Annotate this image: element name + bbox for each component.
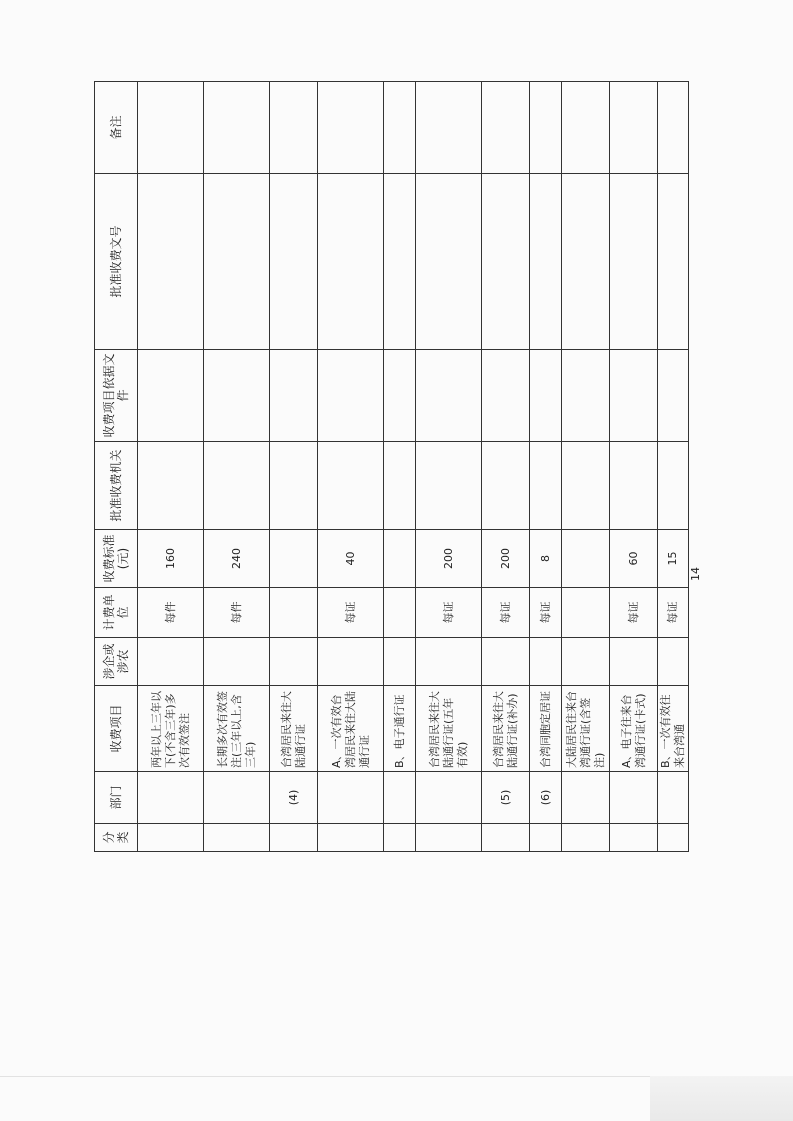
doc-number-cell: [610, 174, 658, 350]
category-cell: [138, 824, 204, 852]
enterprise-or-farm-cell: [658, 638, 689, 686]
unit-cell: [562, 588, 610, 638]
department-cell: [562, 772, 610, 824]
standard-cell: [270, 530, 318, 588]
enterprise-or-farm-cell: [416, 638, 482, 686]
remarks-cell: [658, 82, 689, 174]
item-cell: B、一次有效往来台湾通: [658, 686, 689, 772]
basis-cell: [530, 350, 562, 442]
standard-cell: 200: [482, 530, 530, 588]
category-cell: [482, 824, 530, 852]
enterprise-or-farm-cell: [530, 638, 562, 686]
basis-cell: [204, 350, 270, 442]
remarks-cell: [204, 82, 270, 174]
header-item: 收费项目: [95, 686, 138, 772]
enterprise-or-farm-cell: [270, 638, 318, 686]
remarks-cell: [270, 82, 318, 174]
unit-cell: 每证: [530, 588, 562, 638]
enterprise-or-farm-cell: [138, 638, 204, 686]
authority-cell: [270, 442, 318, 530]
authority-cell: [318, 442, 384, 530]
fee-table: [94, 81, 689, 852]
unit-cell: [270, 588, 318, 638]
header-enterprise-or-farm: 涉企或涉农: [95, 638, 138, 686]
authority-cell: [416, 442, 482, 530]
basis-cell: [610, 350, 658, 442]
basis-cell: [416, 350, 482, 442]
header-remarks: 备注: [95, 82, 138, 174]
remarks-cell: [610, 82, 658, 174]
header-standard: 收费标准(元): [95, 530, 138, 588]
category-cell: [658, 824, 689, 852]
basis-cell: [270, 350, 318, 442]
remarks-cell: [416, 82, 482, 174]
category-cell: [416, 824, 482, 852]
header-doc-number: 批准收费文号: [95, 174, 138, 350]
standard-cell: 240: [204, 530, 270, 588]
basis-cell: [482, 350, 530, 442]
item-cell: 长期多次有效签注(三年以上,含三年): [204, 686, 270, 772]
department-cell: (5): [482, 772, 530, 824]
doc-number-cell: [318, 174, 384, 350]
standard-cell: [384, 530, 416, 588]
authority-cell: [610, 442, 658, 530]
doc-number-cell: [530, 174, 562, 350]
standard-cell: 8: [530, 530, 562, 588]
doc-number-cell: [658, 174, 689, 350]
authority-cell: [562, 442, 610, 530]
item-cell: B、电子通行证: [384, 686, 416, 772]
remarks-cell: [138, 82, 204, 174]
enterprise-or-farm-cell: [562, 638, 610, 686]
header-unit: 计费单位: [95, 588, 138, 638]
department-cell: [610, 772, 658, 824]
item-cell: 两年以上三年以下(不含三年)多次有效签注: [138, 686, 204, 772]
item-cell: A、电子往来台湾通行证(卡式): [610, 686, 658, 772]
category-cell: [270, 824, 318, 852]
doc-number-cell: [482, 174, 530, 350]
item-cell: 大陆居民往来台湾通行证(含签注): [562, 686, 610, 772]
authority-cell: [482, 442, 530, 530]
remarks-cell: [530, 82, 562, 174]
table-row: [138, 82, 204, 852]
basis-cell: [384, 350, 416, 442]
category-cell: [530, 824, 562, 852]
standard-cell: 15: [658, 530, 689, 588]
authority-cell: [658, 442, 689, 530]
department-cell: [138, 772, 204, 824]
unit-cell: 每证: [416, 588, 482, 638]
unit-cell: 每件: [138, 588, 204, 638]
item-cell: A、一次有效台湾居民来往大陆通行证: [318, 686, 384, 772]
doc-number-cell: [384, 174, 416, 350]
category-cell: [562, 824, 610, 852]
unit-cell: 每证: [482, 588, 530, 638]
table-row: [416, 82, 482, 852]
table-row: [318, 82, 384, 852]
enterprise-or-farm-cell: [384, 638, 416, 686]
header-authority: 批准收费机关: [95, 442, 138, 530]
unit-cell: 每件: [204, 588, 270, 638]
enterprise-or-farm-cell: [610, 638, 658, 686]
basis-cell: [318, 350, 384, 442]
remarks-cell: [384, 82, 416, 174]
remarks-cell: [562, 82, 610, 174]
page-number: 14: [689, 567, 702, 581]
standard-cell: 160: [138, 530, 204, 588]
remarks-cell: [318, 82, 384, 174]
table-row: [270, 82, 318, 852]
table-row: [482, 82, 530, 852]
category-cell: [204, 824, 270, 852]
table-header-row: [95, 82, 138, 852]
item-cell: 台湾居民来往大陆通行证: [270, 686, 318, 772]
standard-cell: [562, 530, 610, 588]
unit-cell: 每证: [318, 588, 384, 638]
basis-cell: [562, 350, 610, 442]
department-cell: [384, 772, 416, 824]
authority-cell: [384, 442, 416, 530]
authority-cell: [204, 442, 270, 530]
doc-number-cell: [138, 174, 204, 350]
doc-number-cell: [204, 174, 270, 350]
department-cell: [318, 772, 384, 824]
department-cell: (6): [530, 772, 562, 824]
header-department: 部门: [95, 772, 138, 824]
unit-cell: [384, 588, 416, 638]
enterprise-or-farm-cell: [204, 638, 270, 686]
doc-number-cell: [416, 174, 482, 350]
enterprise-or-farm-cell: [318, 638, 384, 686]
enterprise-or-farm-cell: [482, 638, 530, 686]
standard-cell: 200: [416, 530, 482, 588]
table-row: [530, 82, 562, 852]
table-row: [384, 82, 416, 852]
standard-cell: 60: [610, 530, 658, 588]
category-cell: [318, 824, 384, 852]
category-cell: [610, 824, 658, 852]
item-cell: 台湾同胞定居证: [530, 686, 562, 772]
department-cell: [416, 772, 482, 824]
header-basis: 收费项目依据文件: [95, 350, 138, 442]
authority-cell: [530, 442, 562, 530]
doc-number-cell: [270, 174, 318, 350]
unit-cell: 每证: [658, 588, 689, 638]
basis-cell: [658, 350, 689, 442]
table-row: [658, 82, 689, 852]
category-cell: [384, 824, 416, 852]
department-cell: (4): [270, 772, 318, 824]
standard-cell: 40: [318, 530, 384, 588]
item-cell: 台湾居民来往大陆通行证(五年有效): [416, 686, 482, 772]
authority-cell: [138, 442, 204, 530]
basis-cell: [138, 350, 204, 442]
table-row: [562, 82, 610, 852]
department-cell: [658, 772, 689, 824]
doc-number-cell: [562, 174, 610, 350]
scan-edge-shadow: [650, 1076, 793, 1121]
remarks-cell: [482, 82, 530, 174]
header-category: 分类: [95, 824, 138, 852]
department-cell: [204, 772, 270, 824]
item-cell: 台湾居民来往大陆通行证(补办): [482, 686, 530, 772]
table-row: [204, 82, 270, 852]
table-row: [610, 82, 658, 852]
unit-cell: 每证: [610, 588, 658, 638]
